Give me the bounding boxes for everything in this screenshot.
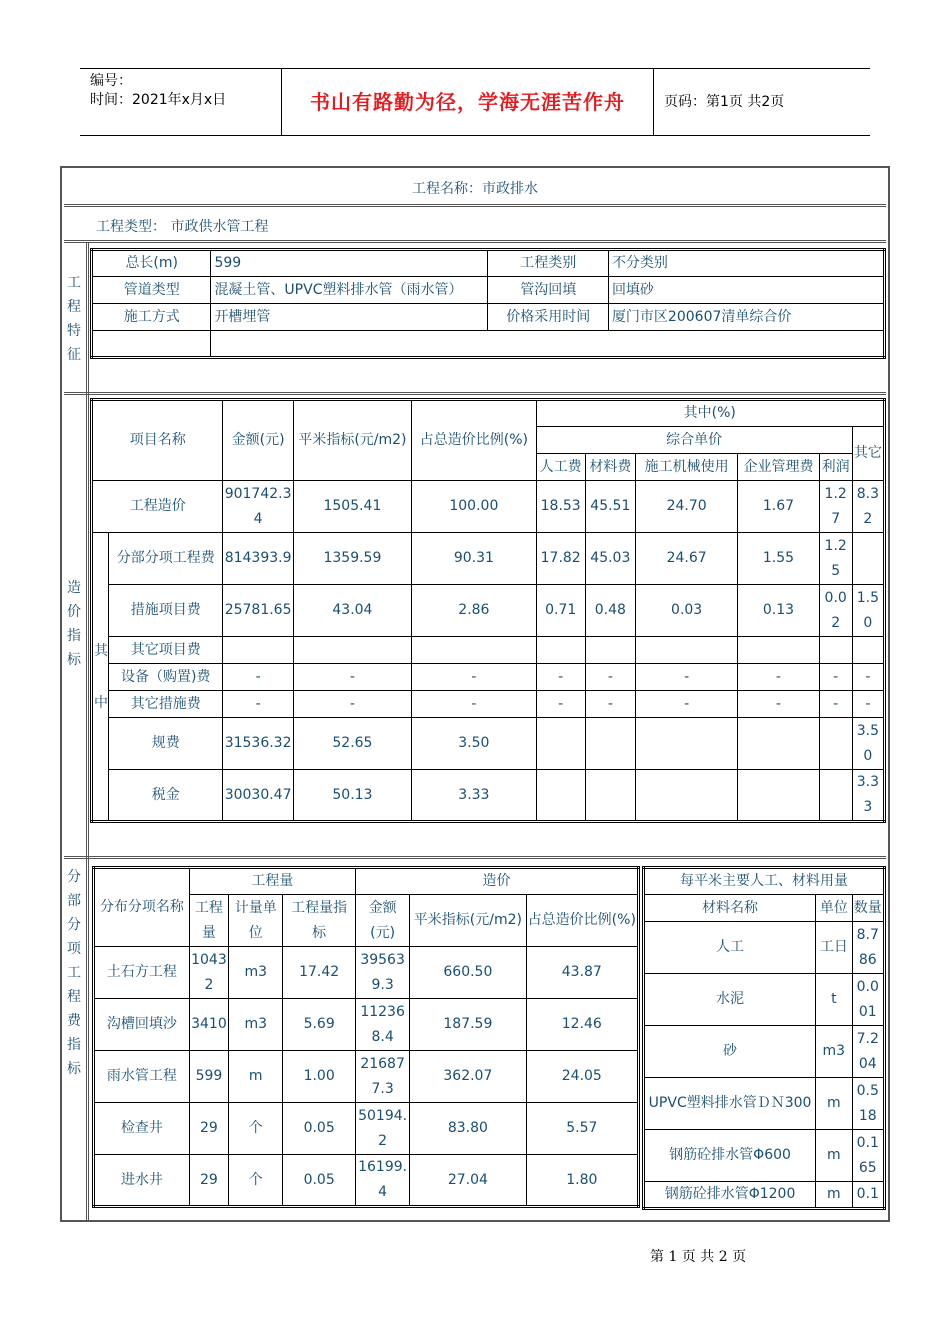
table-cell: 其它措施费 (109, 691, 223, 718)
col-item: 项目名称 (92, 400, 223, 481)
table-cell: 3410 (189, 999, 229, 1051)
table-cell: 钢筋砼排水管Φ600 (644, 1130, 816, 1182)
table-row (92, 691, 885, 718)
breakdown-table (92, 866, 640, 1208)
table-cell: - (536, 664, 585, 691)
report-frame (60, 166, 890, 1222)
table-cell: 5.69 (283, 999, 356, 1051)
table-row (92, 718, 885, 770)
project-name: 工程名称：市政排水 (412, 181, 538, 197)
col-material: 材料费 (585, 454, 635, 481)
table-cell: 0.02 (819, 585, 852, 637)
table-cell: 17.82 (536, 533, 585, 585)
table-cell: 水泥 (644, 974, 816, 1026)
table-cell (293, 637, 411, 664)
table-cell: 个 (229, 1155, 283, 1207)
col-unit: 单位 (816, 895, 852, 922)
table-cell: - (635, 691, 737, 718)
table-row (644, 1026, 885, 1078)
col-qty: 工程量 (189, 895, 229, 947)
col-amount: 金额(元) (356, 895, 410, 947)
table-cell: 总长(m) (92, 250, 211, 277)
table-cell: 规费 (109, 718, 223, 770)
table-cell (738, 770, 819, 822)
table-cell: - (738, 664, 819, 691)
table-cell: 管道类型 (92, 277, 211, 304)
col-profit: 利润 (819, 454, 852, 481)
table-cell: 29 (189, 1103, 229, 1155)
table-cell: 1.80 (526, 1155, 638, 1207)
col-cost-group: 造价 (356, 868, 639, 895)
table-cell: 0.05 (283, 1103, 356, 1155)
table-cell (635, 718, 737, 770)
table-cell: - (738, 691, 819, 718)
table-cell: 0.13 (738, 585, 819, 637)
sub-label: 其 中 (92, 533, 109, 822)
table-cell: 187.59 (410, 999, 526, 1051)
table-cell: 27.04 (410, 1155, 526, 1207)
table-cell: - (585, 664, 635, 691)
table-cell: - (223, 664, 293, 691)
col-amount: 金额(元) (223, 400, 293, 481)
table-cell (585, 770, 635, 822)
table-cell: 0.1 (852, 1182, 884, 1209)
col-material-name: 材料名称 (644, 895, 816, 922)
table-cell: 25781.65 (223, 585, 293, 637)
col-ratio: 占总造价比例(%) (526, 895, 638, 947)
table-row (644, 1078, 885, 1130)
table-row (94, 1155, 639, 1207)
cost-index-table (90, 398, 886, 823)
table-cell: m3 (816, 1026, 852, 1078)
table-cell: 个 (229, 1103, 283, 1155)
table-cell: 362.07 (410, 1051, 526, 1103)
col-of-which: 其中(%) (536, 400, 884, 427)
table-cell: 工程造价 (92, 481, 223, 533)
table-cell: 3.33 (412, 770, 536, 822)
table-cell: 31536.32 (223, 718, 293, 770)
table-cell: 7.204 (852, 1026, 884, 1078)
header-motto: 书山有路勤为径，学海无涯苦作舟 (282, 69, 654, 136)
features-row (92, 277, 885, 304)
table-cell: 12.46 (526, 999, 638, 1051)
table-cell: - (852, 691, 884, 718)
table-cell: 0.48 (585, 585, 635, 637)
table-cell: 43.87 (526, 947, 638, 999)
table-row (644, 1130, 885, 1182)
table-cell: 回填砂 (608, 277, 884, 304)
col-labor: 人工费 (536, 454, 585, 481)
table-cell: 216877.3 (356, 1051, 410, 1103)
table-cell: 599 (189, 1051, 229, 1103)
table-cell: m (229, 1051, 283, 1103)
table-cell: - (293, 691, 411, 718)
page-info: 页码：第1页 共2页 (664, 94, 785, 110)
table-cell: 90.31 (412, 533, 536, 585)
table-cell: 土石方工程 (94, 947, 190, 999)
table-row (92, 585, 885, 637)
table-cell: t (816, 974, 852, 1026)
document-number-label: 编号： (90, 73, 132, 89)
table-cell: 1359.59 (293, 533, 411, 585)
table-cell: 人工 (644, 922, 816, 974)
table-row (94, 947, 639, 999)
table-cell: 管沟回填 (488, 277, 608, 304)
table-cell: m3 (229, 999, 283, 1051)
table-cell: 5.57 (526, 1103, 638, 1155)
table-cell (635, 770, 737, 822)
table-row (644, 974, 885, 1026)
table-row (92, 637, 885, 664)
table-cell (536, 770, 585, 822)
table-cell: 2.86 (412, 585, 536, 637)
table-cell: - (293, 664, 411, 691)
table-row (94, 1051, 639, 1103)
features-table (90, 248, 886, 359)
table-cell: 599 (211, 250, 488, 277)
table-cell: 45.03 (585, 533, 635, 585)
table-cell (738, 637, 819, 664)
table-cell: 工程类别 (488, 250, 608, 277)
features-row (92, 250, 885, 277)
table-row (644, 1182, 885, 1209)
col-machine: 施工机械使用 (635, 454, 737, 481)
table-cell: 价格采用时间 (488, 304, 608, 331)
table-cell: - (819, 664, 852, 691)
table-cell: 660.50 (410, 947, 526, 999)
col-other: 其它 (852, 427, 884, 481)
col-mgmt: 企业管理费 (738, 454, 819, 481)
table-cell: 混凝土管、UPVC塑料排水管（雨水管） (211, 277, 488, 304)
table-cell: 0.03 (635, 585, 737, 637)
table-cell: - (852, 664, 884, 691)
table-cell: 施工方式 (92, 304, 211, 331)
table-cell: 17.42 (283, 947, 356, 999)
table-cell: 395639.3 (356, 947, 410, 999)
document-date: 时间：2021年x月x日 (90, 92, 227, 108)
col-quantity-group: 工程量 (189, 868, 355, 895)
table-cell: 3.50 (412, 718, 536, 770)
features-row (92, 304, 885, 331)
table-cell: UPVC塑料排水管ＤＮ300 (644, 1078, 816, 1130)
table-cell: 0.71 (536, 585, 585, 637)
table-cell: 10432 (189, 947, 229, 999)
table-cell (536, 718, 585, 770)
table-cell: 其它项目费 (109, 637, 223, 664)
table-cell: 0.518 (852, 1078, 884, 1130)
page-footer: 第 1 页 共 2 页 (650, 1249, 747, 1265)
table-cell: 0.165 (852, 1130, 884, 1182)
table-cell (92, 331, 211, 358)
table-row (92, 664, 885, 691)
col-ratio: 占总造价比例(%) (412, 400, 536, 481)
table-cell: 雨水管工程 (94, 1051, 190, 1103)
table-cell: 100.00 (412, 481, 536, 533)
table-cell: 814393.9 (223, 533, 293, 585)
table-cell: 24.05 (526, 1051, 638, 1103)
table-cell: m (816, 1130, 852, 1182)
table-cell: 50.13 (293, 770, 411, 822)
col-qty-index: 工程量指标 (283, 895, 356, 947)
col-unit: 计量单位 (229, 895, 283, 947)
table-cell: 45.51 (585, 481, 635, 533)
col-item: 分布分项名称 (94, 868, 190, 947)
table-cell (536, 637, 585, 664)
table-cell (585, 637, 635, 664)
table-cell (211, 331, 885, 358)
table-row (94, 999, 639, 1051)
table-cell (412, 637, 536, 664)
table-cell: 24.70 (635, 481, 737, 533)
table-cell: 进水井 (94, 1155, 190, 1207)
table-cell: 分部分项工程费 (109, 533, 223, 585)
table-cell: 税金 (109, 770, 223, 822)
table-cell: 43.04 (293, 585, 411, 637)
document-header (80, 68, 870, 136)
table-cell: 901742.34 (223, 481, 293, 533)
table-row (92, 533, 885, 585)
table-cell (852, 637, 884, 664)
table-cell: 不分类别 (608, 250, 884, 277)
table-row (94, 1103, 639, 1155)
table-cell: - (635, 664, 737, 691)
table-cell: m (816, 1078, 852, 1130)
table-cell (635, 637, 737, 664)
table-cell: 设备（购置)费 (109, 664, 223, 691)
table-cell (852, 533, 884, 585)
table-cell: 开槽埋管 (211, 304, 488, 331)
table-cell: 3.33 (852, 770, 884, 822)
table-cell: m3 (229, 947, 283, 999)
features-section-label: 工 程 特 征 (67, 275, 81, 363)
table-cell: 1.50 (852, 585, 884, 637)
breakdown-section-label: 分 部 分 项 工 程 费 指 标 (67, 869, 81, 1077)
table-cell: m (816, 1182, 852, 1209)
table-cell: 52.65 (293, 718, 411, 770)
table-cell: 钢筋砼排水管Φ1200 (644, 1182, 816, 1209)
table-cell (819, 770, 852, 822)
table-cell: - (819, 691, 852, 718)
table-cell: - (412, 691, 536, 718)
table-cell (223, 637, 293, 664)
table-cell: 0.001 (852, 974, 884, 1026)
table-cell: 1.25 (819, 533, 852, 585)
table-cell: 8.786 (852, 922, 884, 974)
table-cell: 8.32 (852, 481, 884, 533)
table-cell: 砂 (644, 1026, 816, 1078)
cost-section-label: 造 价 指 标 (67, 580, 81, 668)
table-cell: 检查井 (94, 1103, 190, 1155)
table-row (644, 922, 885, 974)
table-cell: 83.80 (410, 1103, 526, 1155)
table-cell: 18.53 (536, 481, 585, 533)
table-cell: 1.55 (738, 533, 819, 585)
table-cell: 16199.4 (356, 1155, 410, 1207)
table-cell: 3.50 (852, 718, 884, 770)
table-cell: 112368.4 (356, 999, 410, 1051)
table-cell: - (412, 664, 536, 691)
table-row (92, 481, 885, 533)
table-cell: - (536, 691, 585, 718)
table-cell: 沟槽回填沙 (94, 999, 190, 1051)
table-cell: 1.00 (283, 1051, 356, 1103)
table-cell (819, 637, 852, 664)
materials-title: 每平米主要人工、材料用量 (644, 868, 885, 895)
table-cell (819, 718, 852, 770)
table-cell: 0.05 (283, 1155, 356, 1207)
table-cell: 1.67 (738, 481, 819, 533)
table-cell: 工日 (816, 922, 852, 974)
table-cell: 24.67 (635, 533, 737, 585)
table-cell: 厦门市区200607清单综合价 (608, 304, 884, 331)
table-cell: - (585, 691, 635, 718)
table-cell: - (223, 691, 293, 718)
table-cell (738, 718, 819, 770)
project-type: 工程类型： 市政供水管工程 (96, 219, 269, 235)
col-per-sqm: 平米指标(元/m2) (410, 895, 526, 947)
table-cell: 1505.41 (293, 481, 411, 533)
materials-table (642, 866, 886, 1210)
col-composite: 综合单价 (536, 427, 852, 454)
table-cell: 29 (189, 1155, 229, 1207)
col-qty: 数量 (852, 895, 884, 922)
table-cell: 1.27 (819, 481, 852, 533)
col-per-sqm: 平米指标(元/m2) (293, 400, 411, 481)
table-cell: 30030.47 (223, 770, 293, 822)
table-cell: 50194.2 (356, 1103, 410, 1155)
table-cell (585, 718, 635, 770)
table-row (92, 770, 885, 822)
header-meta (80, 69, 282, 136)
table-cell: 措施项目费 (109, 585, 223, 637)
